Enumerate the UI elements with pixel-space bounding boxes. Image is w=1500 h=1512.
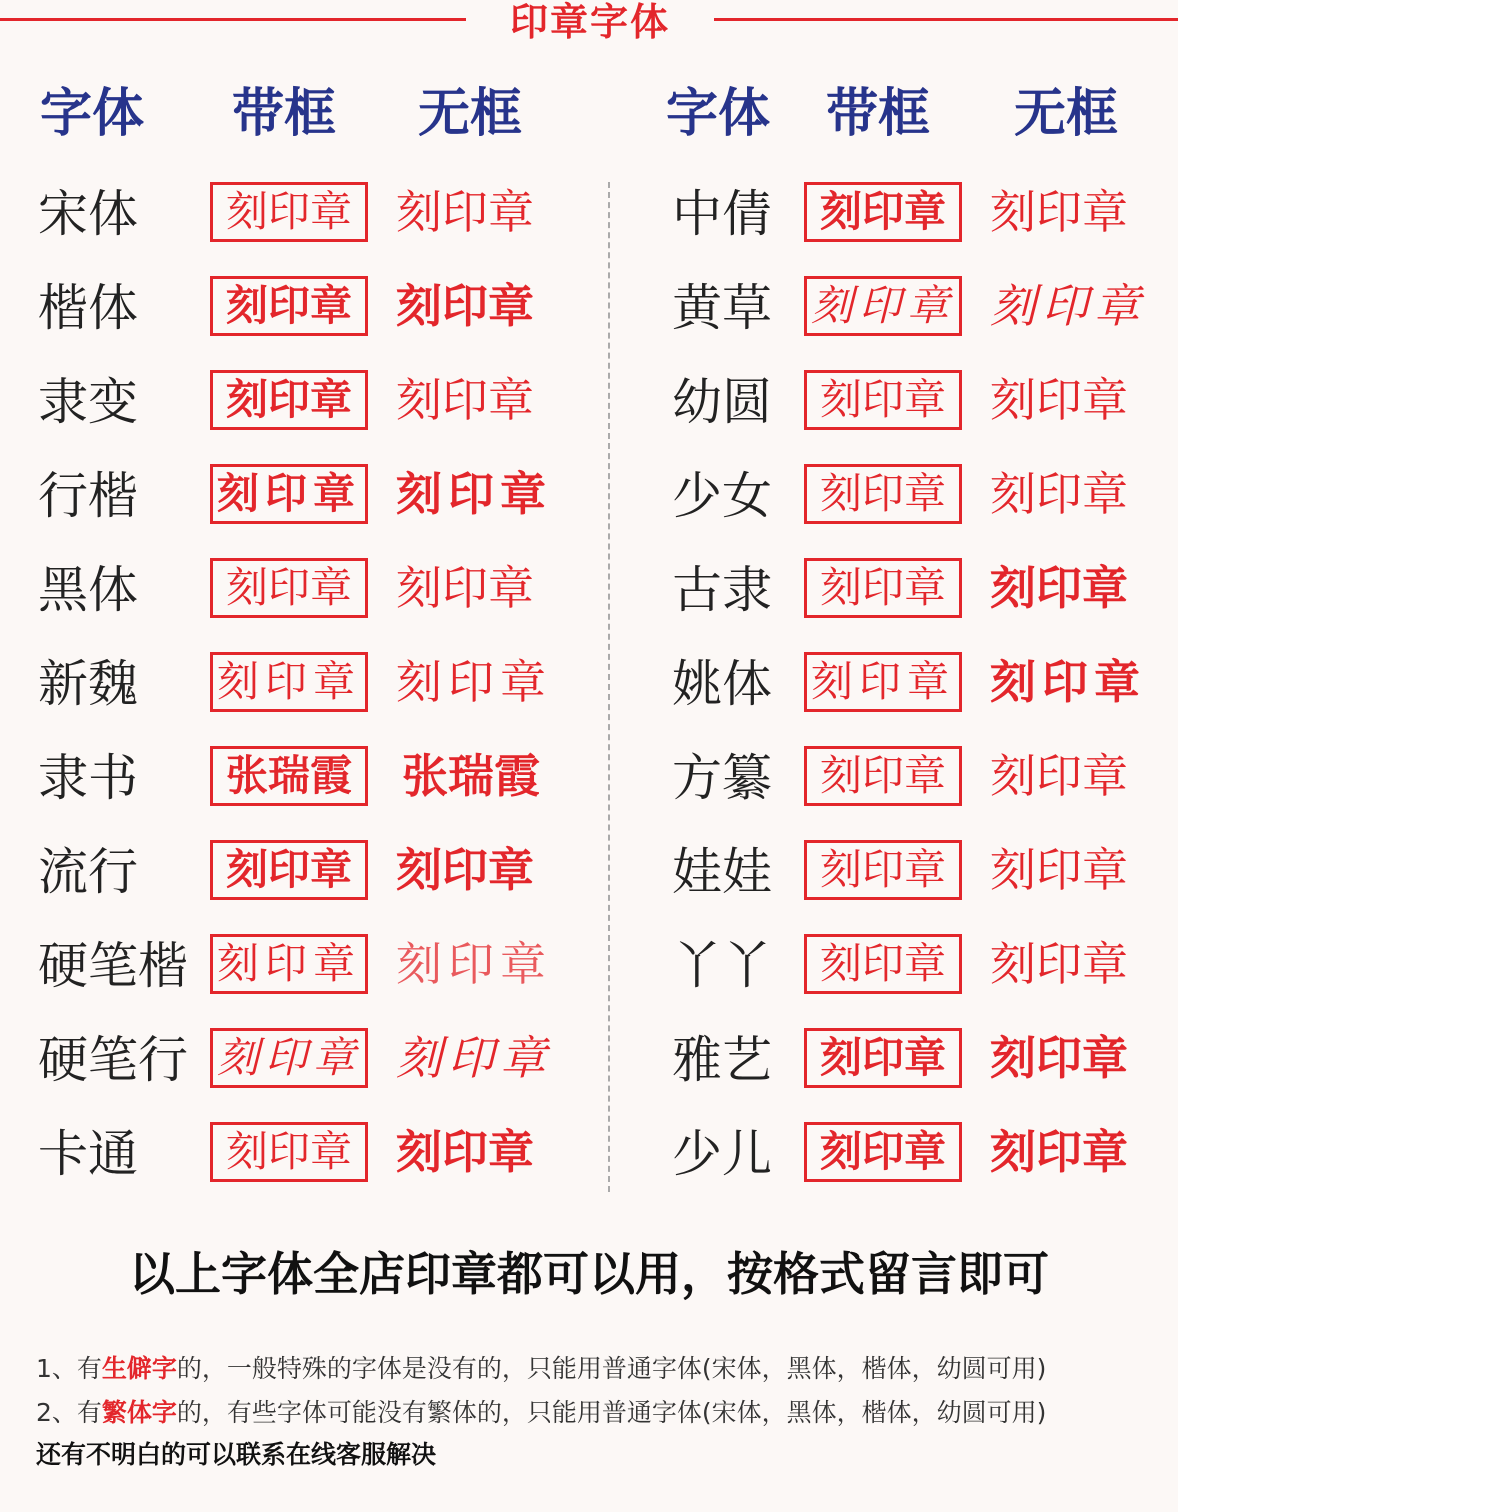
font-name: 楷体 — [38, 279, 138, 337]
font-row — [0, 276, 1178, 340]
title-rule-left — [0, 18, 466, 21]
note-text: 2、有 — [36, 1398, 102, 1427]
framed-seal-sample: 刻印章 — [804, 840, 962, 900]
font-name: 少儿 — [672, 1125, 772, 1183]
unframed-seal-sample: 刻印章 — [396, 1031, 552, 1085]
note-contact-support: 还有不明白的可以联系在线客服解决 — [36, 1440, 437, 1469]
font-name: 行楷 — [38, 467, 138, 525]
font-name: 新魏 — [38, 655, 138, 713]
font-row — [0, 558, 1178, 622]
note-highlight: 繁体字 — [101, 1398, 177, 1427]
font-name: 隶书 — [38, 749, 138, 807]
font-row — [0, 934, 1178, 998]
framed-seal-sample: 刻印章 — [210, 370, 368, 430]
note-highlight: 生僻字 — [101, 1354, 177, 1383]
header-font-left: 字体 — [40, 84, 145, 144]
unframed-seal-sample: 刻印章 — [396, 843, 534, 897]
font-name: 卡通 — [38, 1125, 138, 1183]
unframed-seal-sample: 刻印章 — [396, 373, 534, 427]
framed-seal-sample: 刻印章 — [804, 558, 962, 618]
framed-seal-sample: 刻印章 — [210, 934, 368, 994]
unframed-seal-sample: 刻印章 — [990, 185, 1128, 239]
framed-seal-sample: 刻印章 — [804, 1028, 962, 1088]
unframed-seal-sample: 刻印章 — [396, 937, 552, 991]
unframed-seal-sample: 刻印章 — [990, 655, 1146, 709]
font-row — [0, 1122, 1178, 1186]
header-framed-right: 带框 — [826, 84, 931, 144]
framed-seal-sample: 刻印章 — [804, 652, 962, 712]
framed-seal-sample: 刻印章 — [804, 182, 962, 242]
font-name: 硬笔行 — [38, 1031, 188, 1089]
framed-seal-sample: 刻印章 — [210, 652, 368, 712]
font-row — [0, 652, 1178, 716]
note-text: 1、有 — [36, 1354, 102, 1383]
framed-seal-sample: 刻印章 — [804, 464, 962, 524]
font-name: 古隶 — [672, 561, 772, 619]
unframed-seal-sample: 刻印章 — [990, 1125, 1128, 1179]
framed-seal-sample: 刻印章 — [210, 464, 368, 524]
font-row — [0, 746, 1178, 810]
font-name: 幼圆 — [672, 373, 772, 431]
font-row — [0, 182, 1178, 246]
framed-seal-sample: 刻印章 — [210, 558, 368, 618]
unframed-seal-sample: 刻印章 — [990, 938, 1128, 990]
framed-seal-sample: 刻印章 — [210, 1122, 368, 1182]
header-framed-left: 带框 — [232, 84, 337, 144]
note-text: 的，有些字体可能没有繁体的，只能用普通字体(宋体，黑体，楷体，幼圆可用) — [176, 1398, 1047, 1427]
unframed-seal-sample: 刻印章 — [396, 655, 552, 709]
unframed-seal-sample: 刻印章 — [990, 749, 1128, 803]
font-name: 隶变 — [38, 373, 138, 431]
font-row — [0, 1028, 1178, 1092]
unframed-seal-sample: 刻印章 — [396, 1125, 534, 1179]
font-name: 硬笔楷 — [38, 937, 188, 995]
font-name: 流行 — [38, 843, 138, 901]
framed-seal-sample: 刻印章 — [210, 840, 368, 900]
note-rare-characters — [36, 1352, 1166, 1386]
unframed-seal-sample: 刻印章 — [990, 468, 1128, 520]
framed-seal-sample: 刻印章 — [210, 182, 368, 242]
font-name: 中倩 — [672, 185, 772, 243]
font-name: 娃娃 — [672, 843, 772, 901]
font-name: 姚体 — [672, 655, 772, 713]
font-name: 宋体 — [38, 185, 138, 243]
font-row — [0, 840, 1178, 904]
title-rule-right — [714, 18, 1178, 21]
note-traditional-characters — [36, 1396, 1166, 1430]
unframed-seal-sample: 刻印章 — [396, 185, 534, 239]
unframed-seal-sample: 刻印章 — [990, 844, 1128, 896]
font-name: 方纂 — [672, 749, 772, 807]
header-font-right: 字体 — [666, 84, 771, 144]
framed-seal-sample: 刻印章 — [804, 1122, 962, 1182]
font-name: 黄草 — [672, 279, 772, 337]
framed-seal-sample: 刻印章 — [804, 370, 962, 430]
unframed-seal-sample: 刻印章 — [396, 561, 534, 615]
framed-seal-sample: 刻印章 — [804, 934, 962, 994]
unframed-seal-sample: 刻印章 — [990, 279, 1146, 333]
unframed-seal-sample: 刻印章 — [990, 561, 1128, 615]
framed-seal-sample: 张瑞霞 — [210, 746, 368, 806]
note-text: 的，一般特殊的字体是没有的，只能用普通字体(宋体，黑体，楷体，幼圆可用) — [176, 1354, 1047, 1383]
font-name: 丫丫 — [672, 937, 772, 995]
font-name: 雅艺 — [672, 1031, 772, 1089]
unframed-seal-sample: 张瑞霞 — [402, 749, 540, 803]
unframed-seal-sample: 刻印章 — [396, 279, 534, 333]
framed-seal-sample: 刻印章 — [804, 276, 962, 336]
framed-seal-sample: 刻印章 — [210, 276, 368, 336]
page-title: 印章字体 — [509, 0, 670, 44]
font-name: 少女 — [672, 467, 772, 525]
framed-seal-sample: 刻印章 — [210, 1028, 368, 1088]
unframed-seal-sample: 刻印章 — [990, 373, 1128, 427]
usage-note: 以上字体全店印章都可以用，按格式留言即可 — [129, 1247, 1049, 1301]
header-unframed-right: 无框 — [1014, 84, 1119, 144]
font-row — [0, 464, 1178, 528]
framed-seal-sample: 刻印章 — [804, 746, 962, 806]
font-name: 黑体 — [38, 561, 138, 619]
unframed-seal-sample: 刻印章 — [990, 1031, 1128, 1085]
header-unframed-left: 无框 — [418, 84, 523, 144]
unframed-seal-sample: 刻印章 — [396, 467, 552, 521]
font-row — [0, 370, 1178, 434]
